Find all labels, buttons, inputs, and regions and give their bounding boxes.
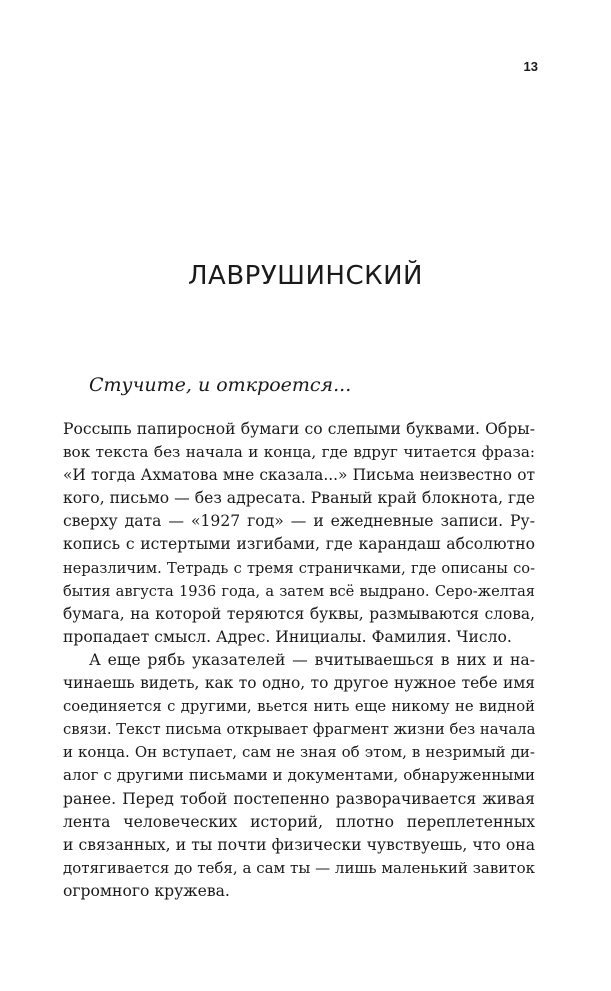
text-line: копись с истертыми изгибами, где карандаш абсолютно [63, 535, 535, 554]
body-text [63, 418, 535, 903]
text-line: сверху дата — «1927 год» — и ежедневные записи. Ру- [63, 512, 535, 531]
text-line: бумага, на которой теряются буквы, размываются слова, [63, 604, 535, 623]
text-line: чинаешь видеть, как то одно, то другое нужное тебе имя [63, 674, 535, 693]
text-line: алог с другими письмами и документами, обнаруженными [63, 766, 535, 785]
text-line: пропадает смысл. Адрес. Инициалы. Фамилия. Число. [63, 627, 512, 646]
text-line: и конца. Он вступает, сам не зная об этом, в незримый ди- [63, 743, 535, 762]
text-line: А еще рябь указателей — вчитываешься в них и на- [89, 650, 535, 669]
chapter-title: ЛАВРУШИНСКИЙ [187, 261, 423, 291]
text-line: связи. Текст письма открывает фрагмент жизни без начала [63, 721, 536, 739]
text-line: Россыпь папиросной бумаги со слепыми буквами. Обры- [63, 420, 535, 438]
text-line: ранее. Перед тобой постепенно разворачивается живая [63, 789, 535, 808]
page-number: 13 [523, 59, 538, 74]
text-line: бытия августа 1936 года, а затем всё выдрано. Серо-желтая [63, 582, 535, 600]
text-line: «И тогда Ахматова мне сказала...» Письма неизвестно от [63, 466, 535, 485]
text-line: и связанных, и ты почти физически чувствуешь, что она [63, 835, 535, 854]
text-line: соединяется с другими, вьется нить еще никому не видной [63, 698, 535, 716]
text-line: неразличим. Тетрадь с тремя страничками, где описаны со- [63, 559, 535, 577]
paragraph-1 [63, 418, 535, 649]
text-line: огромного кружева. [63, 881, 230, 900]
epigraph: Стучите, и откроется... [89, 374, 352, 396]
text-line: вок текста без начала и конца, где вдруг читается фраза: [63, 443, 535, 462]
paragraph-2 [63, 649, 535, 903]
text-line: кого, письмо — без адресата. Рваный край блокнота, где [63, 489, 535, 508]
text-line: лента человеческих историй, плотно переплетенных [63, 812, 535, 831]
text-line: дотягивается до тебя, а сам ты — лишь маленький завиток [63, 858, 535, 877]
